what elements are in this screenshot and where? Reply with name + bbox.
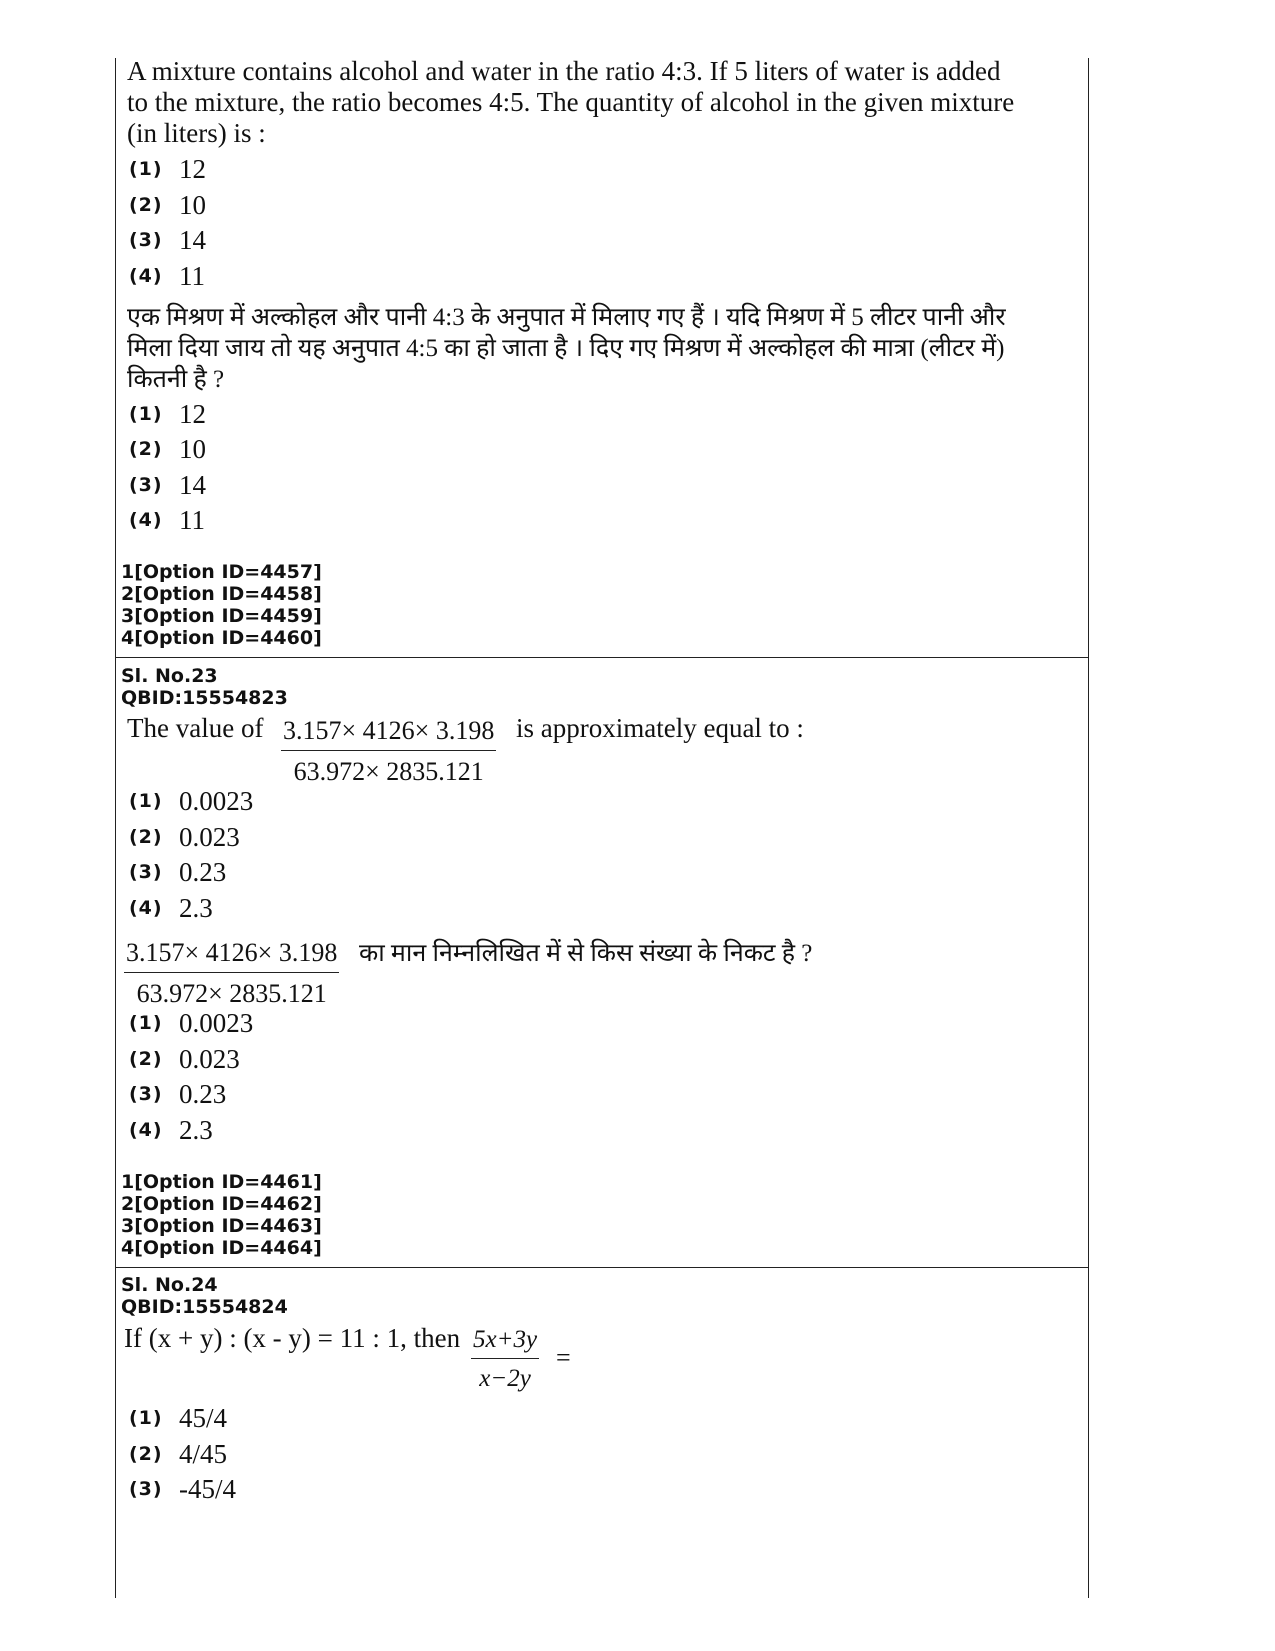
option-value: 11 <box>179 260 205 291</box>
q23-hi-option-4 <box>129 1115 213 1145</box>
q22-hi-option-4 <box>129 505 205 535</box>
option-value: 10 <box>179 189 206 220</box>
fraction-denominator: 63.972× 2835.121 <box>136 979 327 1008</box>
q23-en-option-1 <box>129 786 253 816</box>
question-page-frame <box>115 58 1089 1598</box>
q22-en-option-4 <box>129 261 205 291</box>
option-number: (1) <box>129 158 163 180</box>
fraction-numerator: 3.157× 4126× 3.198 <box>281 716 496 751</box>
option-number: (2) <box>129 826 163 848</box>
option-number: (3) <box>129 1478 163 1500</box>
q22-option-id-2: 2[Option ID=4458] <box>121 583 322 605</box>
option-number: (1) <box>129 1407 163 1429</box>
question-divider <box>116 657 1088 658</box>
q22-option-id-3: 3[Option ID=4459] <box>121 605 322 627</box>
q23-fraction-hi <box>124 938 339 1009</box>
q23-suffix-hi: का मान निम्नलिखित में से किस संख्या के निकट है ? <box>359 940 813 967</box>
q24-prefix-en: If (x + y) : (x - y) = 11 : 1, then <box>124 1323 461 1353</box>
option-number: (2) <box>129 1443 163 1465</box>
q22-hindi-text: एक मिश्रण में अल्कोहल और पानी 4:3 के अनुपात में मिलाए गए हैं । यदि मिश्रण में 5 लीटर पानी और मिला दिया जाय तो यह अनुपात 4:5 का हो जाता है । दिए गए मिश्रण में अल्कोहल की मात्रा (लीटर में) कितनी है ? <box>127 304 1006 393</box>
q24-en-option-3 <box>129 1474 236 1504</box>
fraction-numerator: 3.157× 4126× 3.198 <box>124 938 339 973</box>
option-value: 0.23 <box>179 856 227 887</box>
q23-sl-no: Sl. No.23 <box>121 665 218 687</box>
option-number: (2) <box>129 438 163 460</box>
option-value: 0.023 <box>179 1043 240 1074</box>
question-divider <box>116 1267 1088 1268</box>
q23-option-id-3: 3[Option ID=4463] <box>121 1215 322 1237</box>
q23-option-id-1: 1[Option ID=4461] <box>121 1171 322 1193</box>
option-number: (4) <box>129 265 163 287</box>
q24-sl-no: Sl. No.24 <box>121 1274 218 1296</box>
option-number: (4) <box>129 509 163 531</box>
option-number: (1) <box>129 790 163 812</box>
option-value: 45/4 <box>179 1402 228 1433</box>
option-value: 4/45 <box>179 1438 228 1469</box>
q23-hi-option-3 <box>129 1079 226 1109</box>
option-value: 0.0023 <box>179 785 254 816</box>
option-value: -45/4 <box>179 1473 236 1504</box>
option-value: 0.23 <box>179 1078 227 1109</box>
q23-option-id-2: 2[Option ID=4462] <box>121 1193 322 1215</box>
fraction-denominator: 63.972× 2835.121 <box>293 757 484 786</box>
q24-equals-sign: = <box>556 1343 571 1372</box>
q23-hi-option-2 <box>129 1044 240 1074</box>
q23-suffix-en: is approximately equal to : <box>516 713 804 743</box>
option-number: (4) <box>129 897 163 919</box>
q23-en-option-2 <box>129 822 240 852</box>
option-number: (3) <box>129 861 163 883</box>
q23-prefix-en: The value of <box>127 713 264 743</box>
option-value: 12 <box>179 398 206 429</box>
q22-en-option-3 <box>129 225 206 255</box>
q22-english-text: A mixture contains alcohol and water in the ratio 4:3. If 5 liters of water is added to the mixture, the ratio becomes 4:5. The quantity of alcohol in the given mixture (in liters) is : <box>127 56 1015 148</box>
fraction-denominator: x−2y <box>479 1365 531 1392</box>
option-number: (2) <box>129 194 163 216</box>
q24-fraction-en <box>471 1326 539 1393</box>
q24-en-option-2 <box>129 1439 227 1469</box>
q22-en-option-2 <box>129 190 206 220</box>
option-number: (2) <box>129 1048 163 1070</box>
option-number: (3) <box>129 474 163 496</box>
q23-option-id-4: 4[Option ID=4464] <box>121 1237 322 1259</box>
option-value: 12 <box>179 153 206 184</box>
q22-hi-option-2 <box>129 434 206 464</box>
q23-fraction-en <box>281 716 496 787</box>
option-value: 10 <box>179 433 206 464</box>
option-value: 14 <box>179 224 206 255</box>
q22-en-option-1 <box>129 154 206 184</box>
option-number: (1) <box>129 403 163 425</box>
option-value: 2.3 <box>179 1114 213 1145</box>
option-value: 0.023 <box>179 821 240 852</box>
option-number: (1) <box>129 1012 163 1034</box>
q24-qbid: QBID:15554824 <box>121 1296 288 1318</box>
option-number: (4) <box>129 1119 163 1141</box>
q22-option-id-1: 1[Option ID=4457] <box>121 561 322 583</box>
q23-qbid: QBID:15554823 <box>121 687 288 709</box>
fraction-numerator: 5x+3y <box>471 1326 539 1359</box>
option-value: 14 <box>179 469 206 500</box>
q22-hi-option-3 <box>129 470 206 500</box>
option-value: 11 <box>179 504 205 535</box>
option-value: 2.3 <box>179 892 213 923</box>
q23-en-option-4 <box>129 893 213 923</box>
option-number: (3) <box>129 1083 163 1105</box>
q24-en-option-1 <box>129 1403 227 1433</box>
q23-en-option-3 <box>129 857 226 887</box>
option-number: (3) <box>129 229 163 251</box>
q23-hi-option-1 <box>129 1008 253 1038</box>
q22-option-id-4: 4[Option ID=4460] <box>121 627 322 649</box>
option-value: 0.0023 <box>179 1007 254 1038</box>
q22-hi-option-1 <box>129 399 206 429</box>
